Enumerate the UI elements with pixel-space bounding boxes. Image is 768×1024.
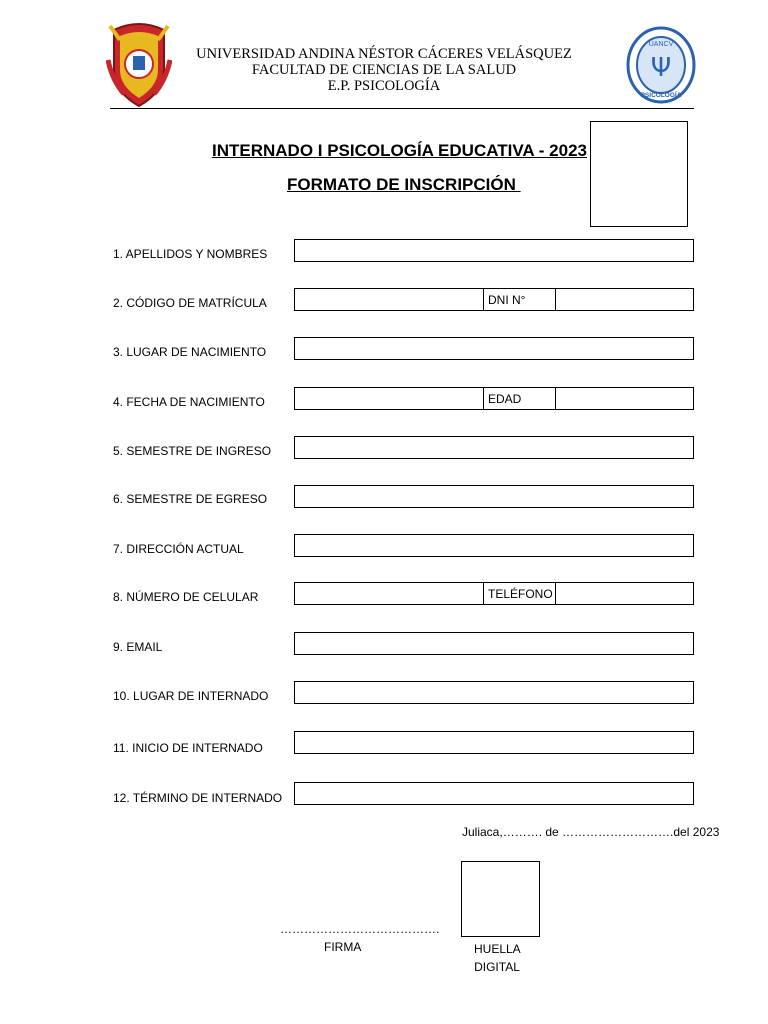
fingerprint-label bbox=[474, 940, 520, 976]
psychology-emblem-logo bbox=[626, 26, 696, 104]
form-subtitle: FORMATO DE INSCRIPCIÓN bbox=[287, 175, 521, 194]
enrollment-dni-row bbox=[294, 288, 694, 311]
label-enrollment-code: 2. CÓDIGO DE MATRÍCULA bbox=[113, 296, 267, 310]
birthplace-field[interactable] bbox=[294, 337, 694, 360]
email-field[interactable] bbox=[294, 632, 694, 655]
label-cell-number: 8. NÚMERO DE CELULAR bbox=[113, 590, 259, 604]
fingerprint-label-line2: DIGITAL bbox=[474, 960, 520, 974]
birthdate-age-row bbox=[294, 387, 694, 410]
enrollment-code-field[interactable] bbox=[295, 289, 484, 310]
school-name: E.P. PSICOLOGÍA bbox=[327, 78, 441, 94]
label-internship-place: 10. LUGAR DE INTERNADO bbox=[113, 689, 269, 703]
full-name-field[interactable] bbox=[294, 239, 694, 262]
label-entry-semester: 5. SEMESTRE DE INGRESO bbox=[113, 444, 272, 458]
age-label: EDAD bbox=[484, 388, 556, 409]
emblem-center-text: UANCV bbox=[648, 41, 674, 48]
internship-place-field[interactable] bbox=[294, 681, 694, 704]
internship-start-field[interactable] bbox=[294, 731, 694, 754]
label-birthplace: 3. LUGAR DE NACIMIENTO bbox=[113, 345, 267, 359]
university-name: UNIVERSIDAD ANDINA NÉSTOR CÁCERES VELÁSQUEZ bbox=[196, 46, 572, 62]
header-rule bbox=[110, 108, 694, 109]
fingerprint-box bbox=[461, 861, 540, 937]
entry-semester-field[interactable] bbox=[294, 436, 694, 459]
label-exit-semester: 6. SEMESTRE DE EGRESO bbox=[113, 492, 268, 506]
label-current-address: 7. DIRECCIÓN ACTUAL bbox=[113, 542, 244, 556]
phone-field[interactable] bbox=[556, 583, 693, 604]
place-date-line: Juliaca,………. de ……………………….del 2023 bbox=[462, 825, 720, 839]
cell-phone-row bbox=[294, 582, 694, 605]
emblem-bottom-text: PSICOLOGÍA bbox=[640, 92, 682, 99]
dni-field[interactable] bbox=[556, 289, 693, 310]
form-main-title: INTERNADO I PSICOLOGÍA EDUCATIVA - 2023 bbox=[212, 141, 587, 160]
label-internship-end: 12. TÉRMINO DE INTERNADO bbox=[113, 791, 283, 805]
photo-placeholder-box bbox=[590, 121, 688, 227]
age-field[interactable] bbox=[556, 388, 693, 409]
current-address-field[interactable] bbox=[294, 534, 694, 557]
signature-line: …………………………………. bbox=[280, 922, 440, 936]
svg-text:Ψ: Ψ bbox=[650, 53, 672, 83]
internship-end-field[interactable] bbox=[294, 782, 694, 805]
label-full-name: 1. APELLIDOS Y NOMBRES bbox=[113, 247, 268, 261]
signature-label: FIRMA bbox=[324, 940, 362, 954]
phone-label: TELÉFONO bbox=[484, 583, 556, 604]
dni-label: DNI N° bbox=[484, 289, 556, 310]
exit-semester-field[interactable] bbox=[294, 485, 694, 508]
birthdate-field[interactable] bbox=[295, 388, 484, 409]
label-internship-start: 11. INICIO DE INTERNADO bbox=[113, 741, 263, 755]
faculty-name: FACULTAD DE CIENCIAS DE LA SALUD bbox=[251, 62, 517, 78]
fingerprint-label-line1: HUELLA bbox=[474, 942, 521, 956]
label-birthdate: 4. FECHA DE NACIMIENTO bbox=[113, 395, 265, 409]
cell-number-field[interactable] bbox=[295, 583, 484, 604]
label-email: 9. EMAIL bbox=[113, 640, 163, 654]
